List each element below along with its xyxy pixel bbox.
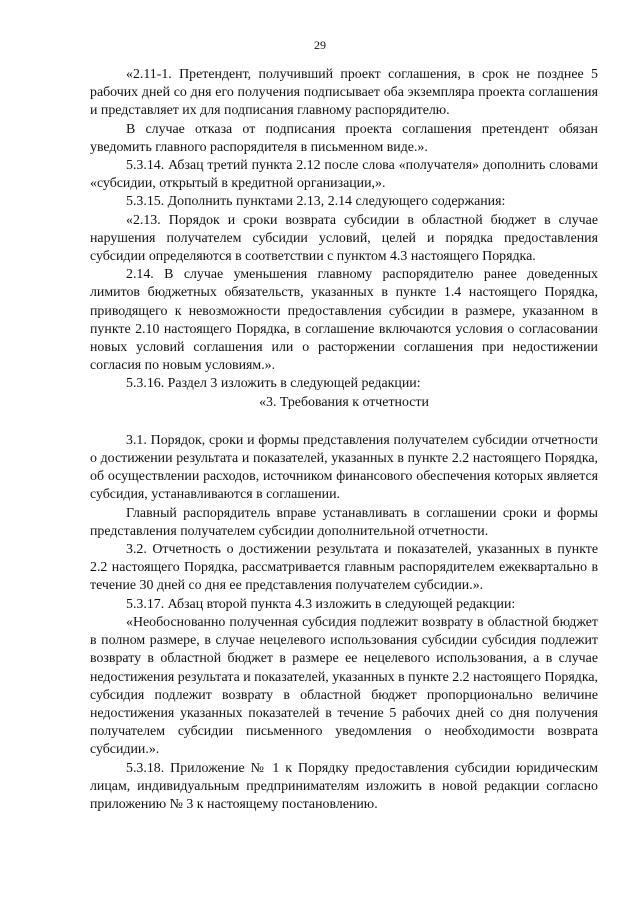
paragraph-5-3-15: 5.3.15. Дополнить пунктами 2.13, 2.14 следующего содержания: — [126, 194, 506, 210]
page-number: 29 — [314, 38, 326, 52]
paragraph-5-3-17: 5.3.17. Абзац второй пункта 4.3 изложить в следующей редакции: — [126, 596, 516, 612]
paragraph-additional-reporting: Главный распорядитель вправе устанавливать в соглашении сроки и формы представления получателем субсидии дополнительной отчетности. — [90, 505, 598, 539]
paragraph-3-2: 3.2. Отчетность о достижении результата и показателей, указанных в пункте 2.2 настоящего Порядка, рассматривается главным распорядителем ежеквартально в течение 30 дней со дня ее представления получателем субсидии.». — [90, 542, 598, 594]
paragraph-refusal-notice: В случае отказа от подписания проекта соглашения претендент обязан уведомить главного распорядителя в письменном виде.». — [90, 121, 598, 155]
paragraph-subsidy-return: «Необоснованно полученная субсидия подлежит возврату в областной бюджет в полном размере, в случае нецелевого использования субсидии субсидия подлежит возврату в областной бюджет в размере ее нецелевого использования, а в случае недостижения результата и показателей, указанных в пункте 2.2 настоящего Порядка, субсидия подлежит возврату в областной бюджет пропорционально величине недостижения указанных показателей в течение 5 рабочих дней со дня получения получателем субсидии письменного уведомления о необходимости возврата субсидии.». — [90, 614, 598, 758]
paragraph-2-14: 2.14. В случае уменьшения главному распорядителю ранее доведенных лимитов бюджетных обязательств, указанных в пункте 1.4 настоящего Порядка, приводящего к невозможности предоставления субсидии в размере, указанном в пункте 2.10 настоящего Порядка, в соглашение включаются условия о согласовании новых условий соглашения или о расторжении соглашения при недостижении согласия по новым условиям.». — [90, 267, 598, 374]
paragraph-5-3-14: 5.3.14. Абзац третий пункта 2.12 после слова «получателя» дополнить словами «субсидии, открытый в кредитной организации,». — [90, 158, 598, 192]
paragraph-3-1: 3.1. Порядок, сроки и формы представления получателем субсидии отчетности о достижении результата и показателей, указанных в пункте 2.2 настоящего Порядка, об осуществлении расходов, источником финансового обеспечения которых является субсидия, устанавливаются в соглашении. — [90, 432, 598, 503]
paragraph-5-3-18: 5.3.18. Приложение № 1 к Порядку предоставления субсидии юридическим лицам, индивидуальным предпринимателям изложить в новой редакции согласно приложению № 3 к настоящему постановлению. — [90, 760, 598, 812]
document-body — [90, 66, 598, 814]
paragraph-5-3-16: 5.3.16. Раздел 3 изложить в следующей редакции: — [126, 376, 421, 392]
paragraph-2-13: «2.13. Порядок и сроки возврата субсидии в областной бюджет в случае нарушения получателем субсидии условий, целей и порядка предоставления субсидии определяются в соответствии с пунктом 4.3 настоящего Порядка. — [90, 212, 598, 265]
paragraph-2-11-1: «2.11-1. Претендент, получивший проект соглашения, в срок не позднее 5 рабочих дней со дня его получения подписывает оба экземпляра проекта соглашения и представляет их для подписания главному распорядителю. — [90, 67, 598, 119]
section-3-heading: «3. Требования к отчетности — [259, 394, 429, 410]
